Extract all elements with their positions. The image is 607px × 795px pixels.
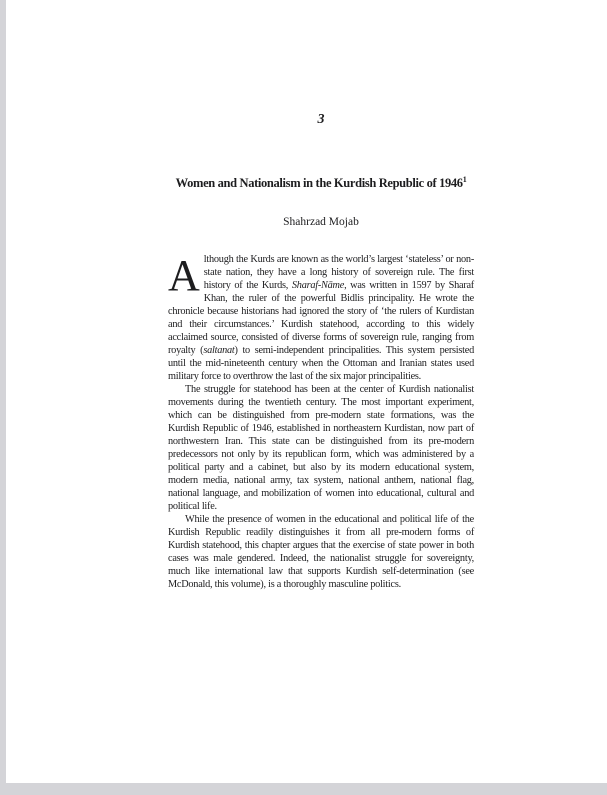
text-segment: The struggle for statehood has been at the center of Kurdish nationalist movements during the twentieth century. The most important experiment, which can be distinguished from pre-modern state formations, was the Kurdish Republic of 1946, established in northeastern Kurdistan, now part of northwestern Iran. This state can be distinguished from its pre-modern predecessors not only by its republican form, which was administered by a political party and a cabinet, but also by its modern educational system, modern media, national army, tax system, national anthem, national flag, national language, and mobilization of women into educational, cultural and political life. — [168, 384, 474, 512]
author-name: Shahrzad Mojab — [283, 216, 359, 228]
chapter-title — [158, 176, 484, 191]
text-segment: While the presence of women in the educational and political life of the Kurdish Republic readily distinguishes it from all pre-modern forms of Kurdish statehood, this chapter argues that the exercise of state power in both cases was male gendered. Indeed, the nationalist struggle for sovereignty, much like international law that supports Kurdish self-determination (see McDonald, this volume), is a thoroughly masculine politics. — [168, 514, 474, 590]
chapter-title-text: Women and Nationalism in the Kurdish Republic of 1946 — [175, 176, 463, 190]
body-text — [168, 253, 474, 591]
text-segment: , was written in 1597 by Sharaf Khan, the ruler of the powerful Bidlis principality. He wrote the chronicle because historians had ignored the story of ‘the rulers of Kurdistan and their circumstances.’ Kurdish statehood, according to this widely acclaimed source, consisted of diverse forms of sovereign rule, ranging from royalty ( — [168, 280, 474, 356]
title-footnote-marker: 1 — [462, 174, 467, 184]
scan-left-edge — [0, 0, 6, 795]
drop-cap: A — [168, 251, 200, 300]
paragraph — [168, 253, 474, 383]
page-number: 3 — [317, 112, 325, 127]
text-segment: ) to semi-independent principalities. This system persisted until the mid-nineteenth century when the Ottoman and Iranian states used military force to overthrow the last of the six major principalities. — [168, 345, 474, 382]
text-segment: lthough the Kurds are known as the world’s largest ‘stateless’ or non-state nation, they have a long history of sovereign rule. The first history of the Kurds, — [203, 254, 474, 291]
paragraph — [168, 383, 474, 513]
italic-term: saltanat — [203, 345, 235, 356]
paragraph — [168, 513, 474, 591]
italic-term: Sharaf-Nāme — [291, 280, 345, 291]
scan-bottom-edge — [0, 783, 607, 795]
